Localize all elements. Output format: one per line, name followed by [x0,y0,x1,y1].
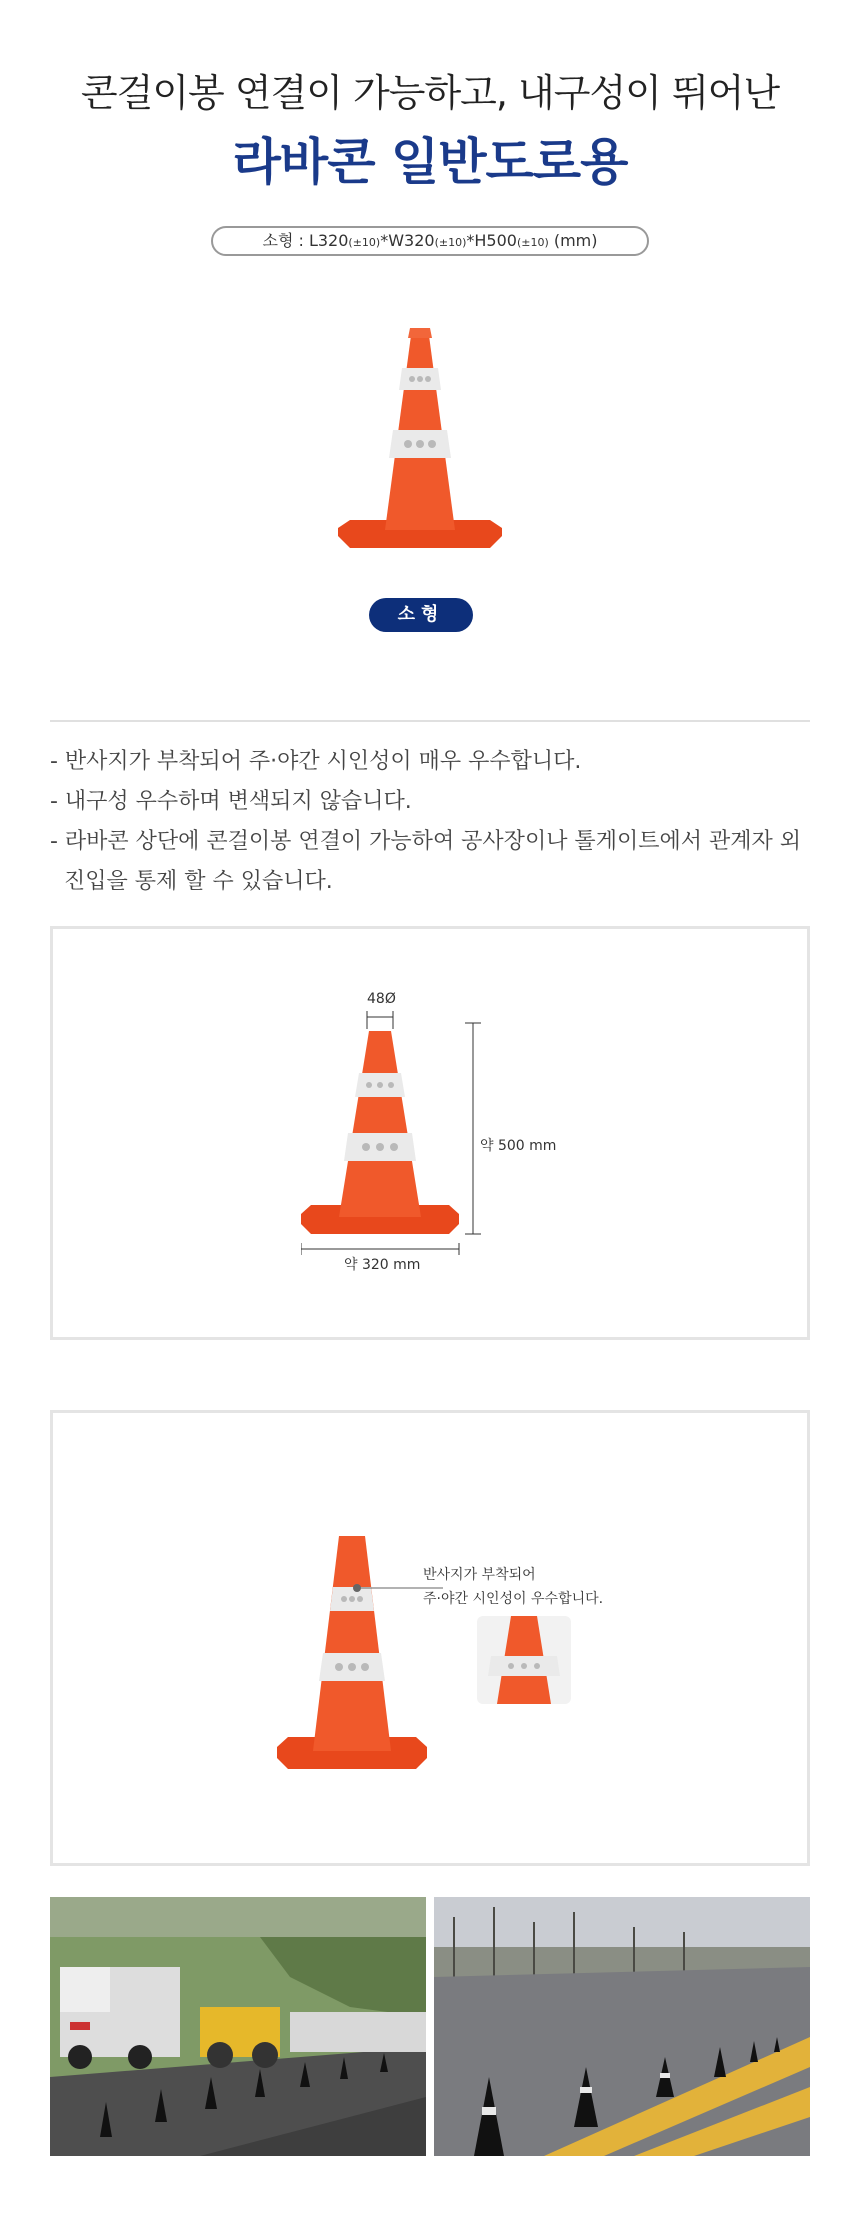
traffic-cone-image [273,1533,443,1793]
height-label: 약 500 mm [480,1138,557,1154]
page-subtitle: 콘걸이봉 연결이 가능하고, 내구성이 뛰어난 [80,71,780,115]
spec-width: *W320 [380,231,435,250]
construction-site-image [50,1897,426,2156]
spec-tolerance: (±10) [516,236,549,249]
spec-height: *H500 [466,231,517,250]
spec-size-pill [211,226,649,256]
width-label: 약 320 mm [344,1257,421,1273]
construction-site-photo [50,1897,426,2156]
top-diameter-label: 48Ø [367,991,396,1007]
spec-unit: (mm) [548,231,598,250]
road-cones-image [434,1897,810,2156]
traffic-cone-image [330,320,510,570]
reflector-closeup [477,1616,571,1704]
section-divider [50,720,810,722]
page-title: 라바콘 일반도로용 [232,133,628,191]
feature-item: - 반사지가 부착되어 주·야간 시인성이 매우 우수합니다. [50,749,582,774]
spec-tolerance: (±10) [434,236,467,249]
spec-prefix: 소형 : L320 [262,231,349,250]
feature-item: - 내구성 우수하며 변색되지 않습니다. [50,789,412,814]
reflector-closeup-image [477,1616,571,1704]
reflect-note [423,1563,603,1611]
spec-tolerance: (±10) [348,236,381,249]
road-cones-photo [434,1897,810,2156]
reflective-panel [50,1410,810,1866]
dimension-panel [50,926,810,1340]
feature-item: 진입을 통제 할 수 있습니다. [50,869,333,894]
feature-item: - 라바콘 상단에 콘걸이봉 연결이 가능하여 공사장이나 톨게이트에서 관계자 외 [50,829,801,854]
reflect-note-line: 주·야간 시인성이 우수합니다. [423,1591,604,1607]
size-badge: 소형 [369,598,473,632]
reflect-note-line: 반사지가 부착되어 [423,1567,536,1583]
